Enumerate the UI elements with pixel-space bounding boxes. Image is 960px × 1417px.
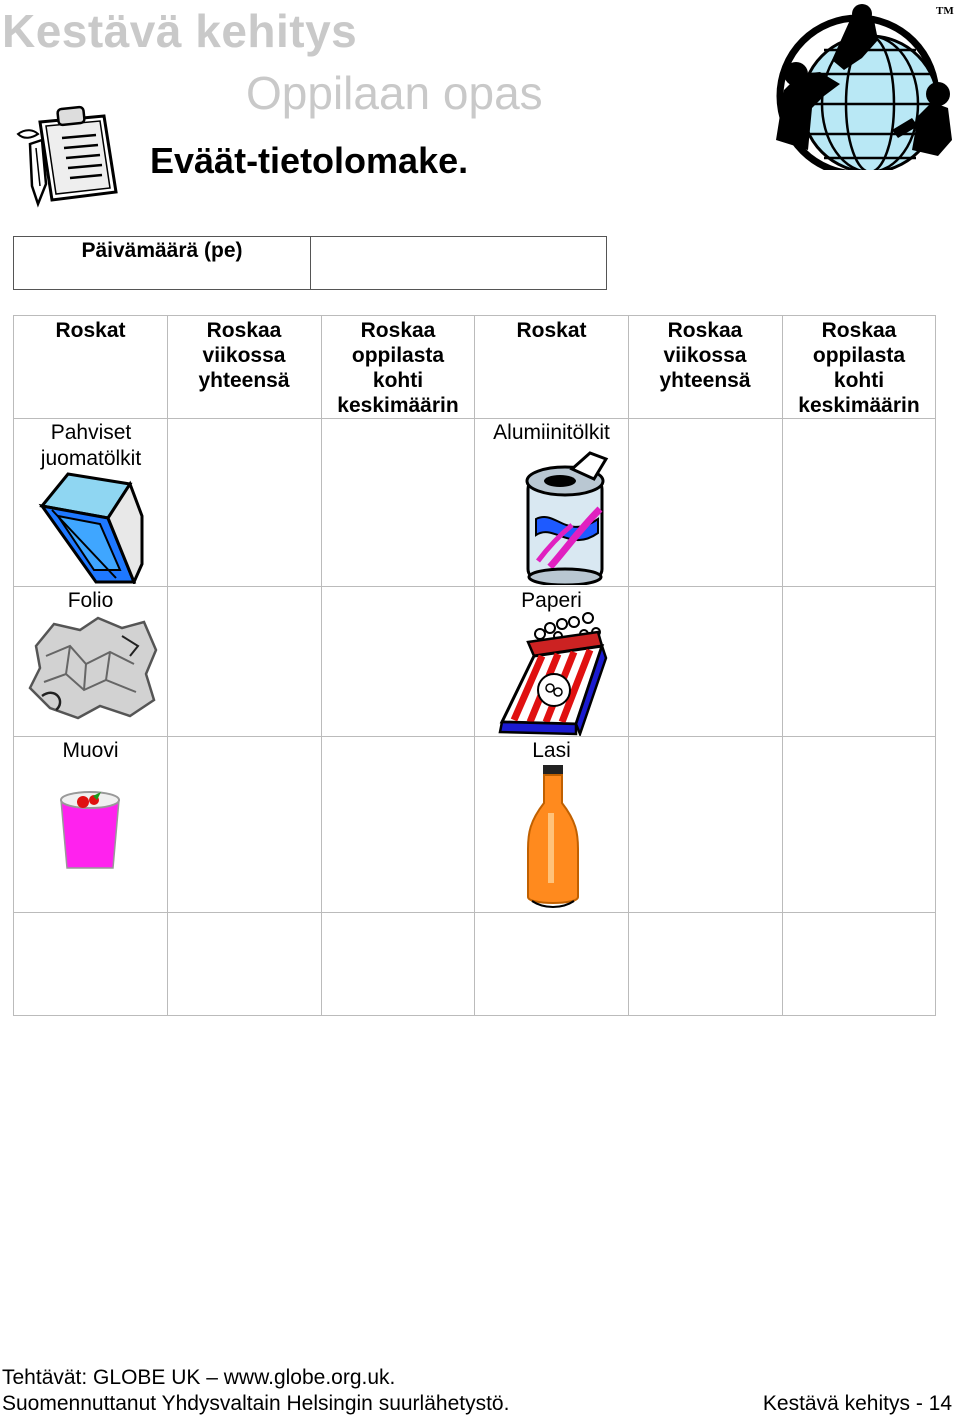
- footer-credits: Tehtävät: GLOBE UK – www.globe.org.uk.: [2, 1366, 396, 1389]
- header-weekly-total-left: Roskaa viikossa yhteensä: [198, 319, 290, 392]
- row-label-paper: Paperi: [521, 589, 582, 612]
- clipboard-pencil-icon: [12, 104, 122, 208]
- row-label-aluminium-cans: Alumiinitölkit: [493, 421, 610, 444]
- guide-title: Oppilaan opas: [246, 67, 543, 119]
- row-label-glass: Lasi: [532, 739, 571, 762]
- date-label: Päivämäärä (pe): [14, 237, 311, 289]
- waste-table: [13, 315, 936, 1016]
- glass-bottle-icon: [524, 763, 582, 913]
- series-title: Kestävä kehitys: [2, 5, 358, 57]
- header-roskat-left: Roskat: [55, 319, 126, 342]
- page-number: Kestävä kehitys - 14: [762, 1392, 952, 1415]
- header-weekly-total-right: Roskaa viikossa yhteensä: [659, 319, 751, 392]
- plastic-cup-icon: [57, 790, 123, 870]
- header-per-student-left: Roskaa oppilasta kohti keskimäärin: [337, 319, 459, 417]
- date-input-cell[interactable]: [311, 237, 606, 289]
- footer-translation: Suomennuttanut Yhdysvaltain Helsingin suurlähetystö.: [2, 1392, 510, 1415]
- header-per-student-right: Roskaa oppilasta kohti keskimäärin: [798, 319, 920, 417]
- row-label-foil: Folio: [67, 589, 114, 612]
- row-label-cartons: Pahviset juomatölkit: [40, 421, 142, 470]
- milk-carton-icon: [38, 470, 148, 584]
- row-label-plastic: Muovi: [62, 739, 119, 762]
- popcorn-box-icon: [498, 612, 608, 736]
- header-roskat-right: Roskat: [516, 319, 587, 342]
- crumpled-foil-icon: [26, 616, 158, 720]
- globe-people-icon: [762, 0, 960, 170]
- soda-can-icon: [510, 449, 610, 585]
- trademark-label: TM: [936, 5, 954, 17]
- date-table: [13, 236, 607, 290]
- form-title: Eväät-tietolomake.: [150, 140, 469, 181]
